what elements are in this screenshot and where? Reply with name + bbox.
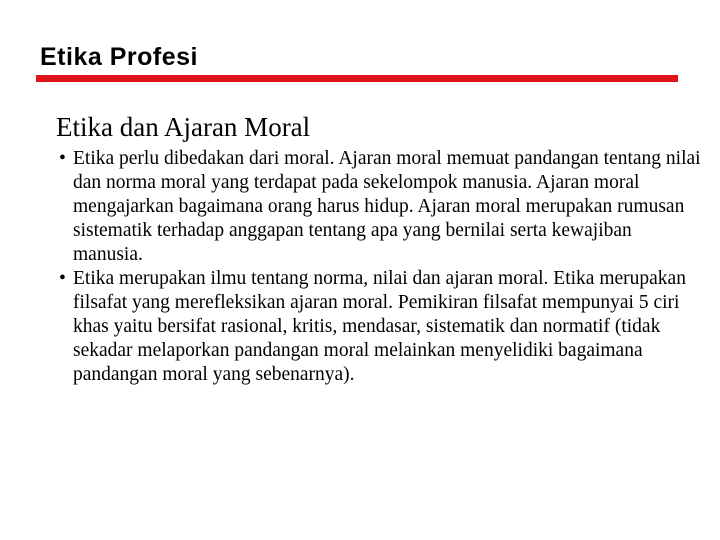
slide-content <box>56 110 706 387</box>
section-title: Etika dan Ajaran Moral <box>56 112 311 142</box>
bullet-marker: • <box>59 268 66 289</box>
slide-header-title: Etika Profesi <box>40 43 198 71</box>
bullet-text-1: Etika perlu dibedakan dari moral. Ajaran moral memuat pandangan tentang nilai dan norma moral yang terdapat pada sekelompok manusia. Ajaran moral mengajarkan bagaimana orang harus hidup. Ajaran moral merupakan rumusan sistematik terhadap anggapan tentang apa yang bernilai serta kewajiban manusia. <box>73 148 701 265</box>
bullet-item-2 <box>56 267 706 387</box>
bullet-text-2: Etika merupakan ilmu tentang norma, nilai dan ajaran moral. Etika merupakan filsafat yang merefleksikan ajaran moral. Pemikiran filsafat mempunyai 5 ciri khas yaitu bersifat rasional, kritis, mendasar, sistematik dan normatif (tidak sekadar melaporkan pandangan moral melainkan menyelidiki bagaimana pandangan moral yang sebenarnya). <box>73 268 686 385</box>
bullet-item-1 <box>56 147 706 267</box>
header-divider-line <box>36 75 678 82</box>
bullet-list <box>56 147 706 387</box>
bullet-marker: • <box>59 148 66 169</box>
